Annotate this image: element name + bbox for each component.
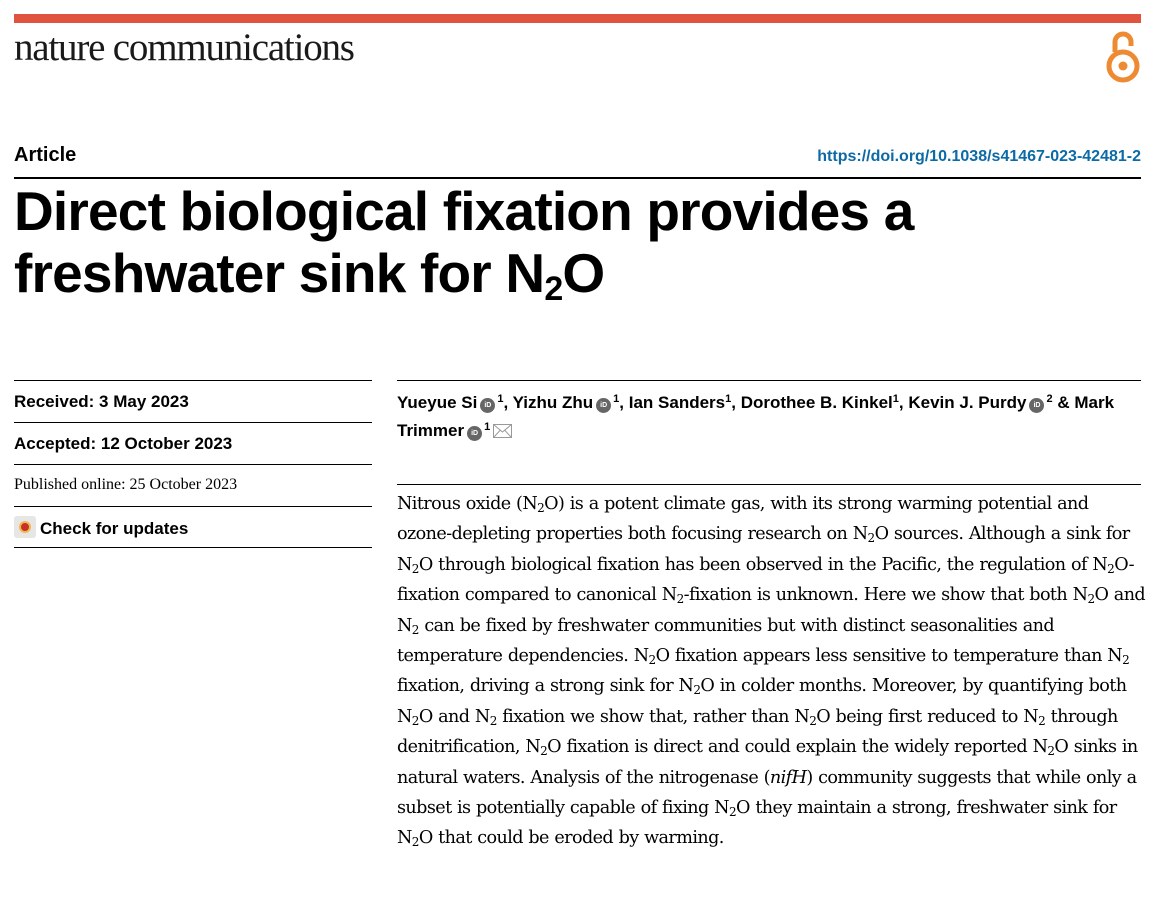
author-separator: , bbox=[731, 393, 741, 412]
affiliation-number: 1 bbox=[725, 393, 732, 405]
article-title bbox=[14, 180, 1141, 308]
check-for-updates-link[interactable] bbox=[14, 518, 372, 540]
author-separator: & bbox=[1052, 393, 1075, 412]
affiliation-number: 1 bbox=[892, 393, 899, 405]
orcid-icon[interactable]: iD bbox=[467, 426, 482, 441]
title-line-2-end: O bbox=[562, 242, 605, 304]
author-separator: , bbox=[503, 393, 513, 412]
author-name[interactable]: Kevin J. Purdy bbox=[908, 393, 1027, 412]
author-separator: , bbox=[619, 393, 629, 412]
author-name[interactable]: Yueyue Si bbox=[397, 393, 478, 412]
author-list bbox=[397, 389, 1147, 445]
orcid-icon[interactable]: iD bbox=[1029, 398, 1044, 413]
orcid-icon[interactable]: iD bbox=[480, 398, 495, 413]
author-name[interactable]: Mark Trimmer bbox=[397, 393, 1115, 440]
affiliation-number: 2 bbox=[1046, 393, 1053, 405]
journal-accent-bar bbox=[14, 14, 1141, 23]
journal-name: nature communications bbox=[14, 26, 354, 69]
article-type: Article bbox=[14, 144, 77, 166]
published-date: Published online: 25 October 2023 bbox=[14, 464, 372, 506]
abstract: Nitrous oxide $(N_2O)$ is a potent climate gas, with its strong warming potential and ozone-depleting properties both focusing research on $N_2O$ sources. Although a sink for $N_2O$ through biological fixation has been observed in the Pacific, the regulation of $N_2O$-fixation compared to canonical $N_2$-fixation is unknown. Here we show that both $N_2O$ and $N_2$ can be fixed by freshwater communities but with distinct seasonalities and temperature dependencies. $N_2O$ fixation appears less sensitive to temperature than $N_2$ fixation, driving a strong sink for $N_2O$ in colder months. Moreover, by quantifying both $N_2O$ and $N_2$ fixation we show that, rather than $N_2O$ being first reduced to $N_2$ through denitrification, $N_2O$ fixation is direct and could explain the widely reported $N_2O$ sinks in natural waters. Analysis of the nitrogenase (nifH) community suggests that while only a subset is potentially capable of fixing $N_2O$ they maintain a strong, freshwater sink for $N_2O$ that could be eroded by warming. bbox=[397, 494, 1146, 850]
title-subscript: 2 bbox=[544, 270, 563, 308]
article-history bbox=[14, 380, 372, 548]
mail-icon[interactable] bbox=[493, 424, 512, 438]
affiliation-number: 1 bbox=[484, 421, 491, 433]
title-line-1: Direct biological fixation provides a bbox=[14, 180, 914, 242]
doi-link[interactable]: https://doi.org/10.1038/s41467-023-42481-2 bbox=[817, 148, 1141, 165]
abstract-divider bbox=[397, 484, 1141, 485]
author-name[interactable]: Yizhu Zhu bbox=[512, 393, 594, 412]
authors-divider bbox=[397, 380, 1141, 381]
check-updates-row bbox=[14, 506, 372, 548]
received-date: Received: 3 May 2023 bbox=[14, 380, 372, 422]
title-line-2: freshwater sink for N bbox=[14, 242, 545, 304]
author-name[interactable]: Ian Sanders bbox=[628, 393, 726, 412]
affiliation-number: 1 bbox=[497, 393, 504, 405]
affiliation-number: 1 bbox=[613, 393, 620, 405]
author-name[interactable]: Dorothee B. Kinkel bbox=[740, 393, 893, 412]
check-updates-label: Check for updates bbox=[40, 519, 189, 538]
header-divider bbox=[14, 177, 1141, 179]
check-updates-icon bbox=[14, 516, 36, 538]
accepted-date: Accepted: 12 October 2023 bbox=[14, 422, 372, 464]
author-separator: , bbox=[898, 393, 909, 412]
open-access-icon bbox=[1104, 28, 1142, 84]
orcid-icon[interactable]: iD bbox=[596, 398, 611, 413]
